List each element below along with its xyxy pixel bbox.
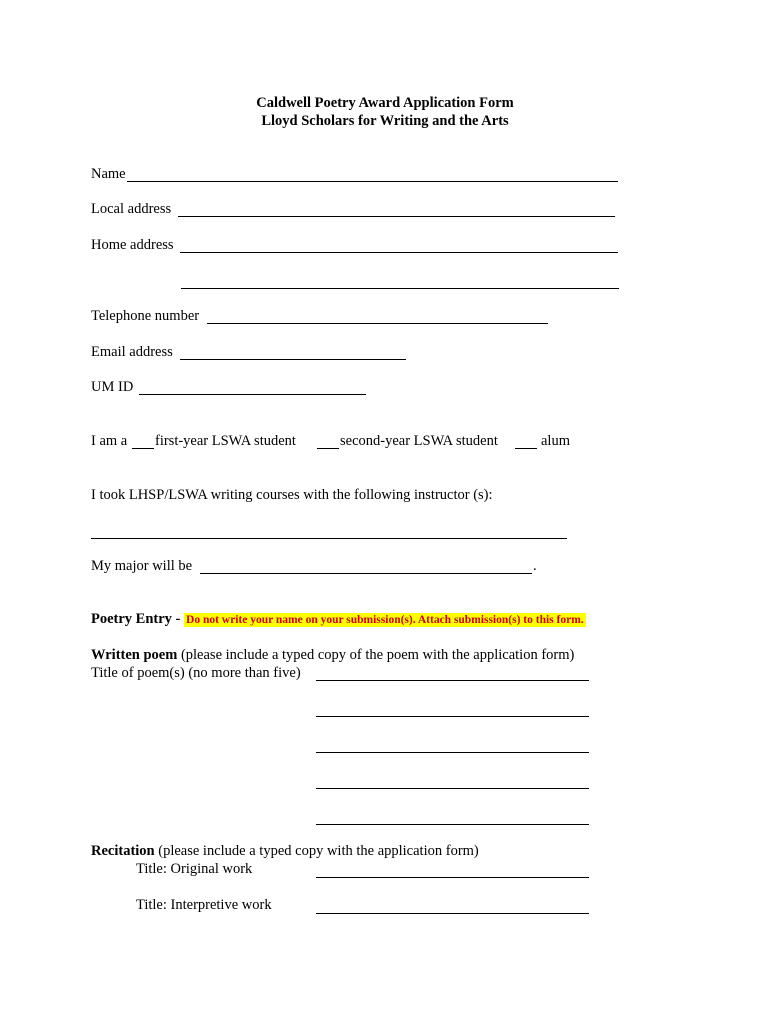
alum-checkbox[interactable] [515, 448, 537, 449]
poem-title-label: Title of poem(s) (no more than five) [91, 665, 301, 681]
first-year-label: first-year LSWA student [155, 433, 296, 449]
um-id-field[interactable] [139, 394, 366, 395]
status-prefix: I am a [91, 433, 128, 449]
poem-title-field-5[interactable] [316, 824, 589, 825]
written-poem-note: (please include a typed copy of the poem with the application form) [177, 647, 575, 663]
second-year-label: second-year LSWA student [340, 433, 498, 449]
interpretive-work-label: Title: Interpretive work [136, 897, 272, 913]
email-field[interactable] [180, 359, 406, 360]
home-address-label: Home address [91, 237, 174, 253]
major-period: . [533, 558, 537, 574]
home-address-field[interactable] [180, 252, 618, 253]
name-label: Name [91, 166, 126, 182]
poem-title-field-1[interactable] [316, 680, 589, 681]
interpretive-work-field[interactable] [316, 913, 589, 914]
um-id-label: UM ID [91, 379, 134, 395]
written-poem-heading: Written poem [91, 647, 178, 663]
recitation-heading: Recitation [91, 843, 155, 859]
form-subtitle: Lloyd Scholars for Writing and the Arts [261, 113, 509, 129]
local-address-field[interactable] [178, 216, 615, 217]
telephone-field[interactable] [207, 323, 548, 324]
local-address-label: Local address [91, 201, 172, 217]
poetry-entry-section [91, 611, 586, 628]
first-year-checkbox[interactable] [132, 448, 154, 449]
telephone-label: Telephone number [91, 308, 200, 324]
major-label: My major will be [91, 558, 193, 574]
email-label: Email address [91, 344, 173, 360]
poem-title-field-4[interactable] [316, 788, 589, 789]
alum-label: alum [541, 433, 570, 449]
original-work-label: Title: Original work [136, 861, 253, 877]
original-work-field[interactable] [316, 877, 589, 878]
form-title: Caldwell Poetry Award Application Form [256, 95, 514, 111]
poetry-entry-heading: Poetry Entry - [91, 611, 185, 627]
home-address-field-line-2[interactable] [181, 288, 619, 289]
major-field[interactable] [200, 573, 532, 574]
instructor-field[interactable] [91, 538, 567, 539]
poetry-entry-warning: Do not write your name on your submission(s). Attach submission(s) to this form. [186, 614, 584, 626]
poem-title-field-2[interactable] [316, 716, 589, 717]
poem-title-field-3[interactable] [316, 752, 589, 753]
recitation-section [91, 843, 479, 860]
second-year-checkbox[interactable] [317, 448, 339, 449]
name-field[interactable] [127, 181, 618, 182]
written-poem-section [91, 647, 574, 664]
courses-label: I took LHSP/LSWA writing courses with the following instructor (s): [91, 487, 493, 503]
recitation-note: (please include a typed copy with the application form) [154, 843, 479, 859]
